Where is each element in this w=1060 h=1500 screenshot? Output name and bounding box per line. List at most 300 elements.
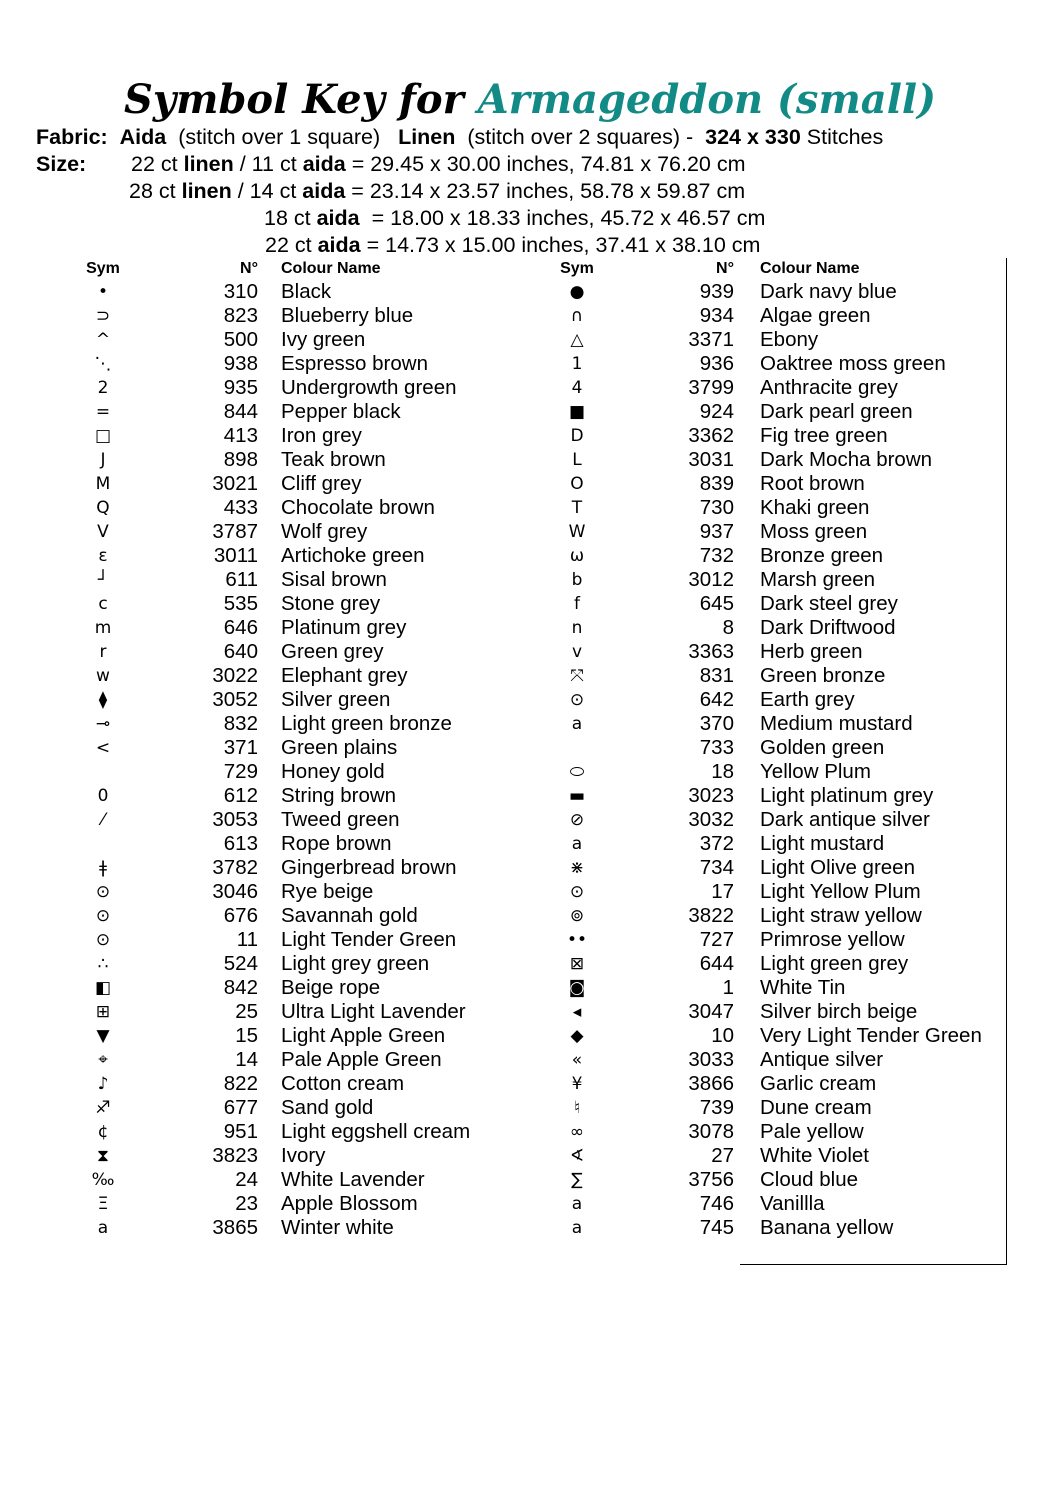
table-border-right xyxy=(1006,258,1007,1265)
colour-name: Primrose yellow xyxy=(760,928,905,951)
symbol: ● xyxy=(569,282,585,302)
colour-name: Undergrowth green xyxy=(281,376,457,399)
colour-name: Honey gold xyxy=(281,760,385,783)
colour-number: 645 xyxy=(699,592,734,615)
fabric-linen-note: (stitch over 2 squares) - xyxy=(467,125,694,149)
symbol: ◙ xyxy=(568,978,586,998)
colour-number: 3823 xyxy=(212,1144,258,1167)
symbol: J xyxy=(100,450,106,470)
symbol: a xyxy=(571,834,583,854)
symbol: O xyxy=(570,474,584,494)
colour-number: 3021 xyxy=(212,472,258,495)
table-row xyxy=(548,376,998,400)
colour-number: 433 xyxy=(223,496,258,519)
symbol: L xyxy=(572,450,582,470)
colour-name: Light Apple Green xyxy=(281,1024,446,1047)
symbol: f xyxy=(574,594,580,614)
table-row xyxy=(548,448,998,472)
colour-number: 934 xyxy=(699,304,734,327)
table-row xyxy=(74,328,494,352)
colour-number: 936 xyxy=(699,352,734,375)
symbol: ∢ xyxy=(569,1146,585,1166)
symbol: ⊚ xyxy=(569,906,585,926)
size-text: = 14.73 x 15.00 inches, 37.41 x 38.10 cm xyxy=(360,233,761,257)
table-row xyxy=(74,832,494,856)
table-row xyxy=(74,352,494,376)
colour-number: 844 xyxy=(223,400,258,423)
colour-number: 3799 xyxy=(688,376,734,399)
colour-number: 1 xyxy=(722,976,734,999)
colour-number: 535 xyxy=(223,592,258,615)
symbol: ǂ xyxy=(99,858,107,878)
size-fabric: aida xyxy=(302,179,346,203)
table-row xyxy=(74,304,494,328)
symbol: m xyxy=(94,618,112,638)
colour-number: 3787 xyxy=(212,520,258,543)
colour-name: Pale yellow xyxy=(760,1120,864,1143)
colour-number: 3023 xyxy=(688,784,734,807)
table-row xyxy=(548,904,998,928)
colour-name: Dune cream xyxy=(760,1096,872,1119)
fabric-aida-note: (stitch over 1 square) xyxy=(178,125,381,149)
symbol: ¥ xyxy=(571,1074,583,1094)
table-row xyxy=(548,592,998,616)
symbol: a xyxy=(571,1218,583,1238)
colour-number: 646 xyxy=(223,616,258,639)
title-pattern-name: Armageddon (small) xyxy=(477,76,937,123)
symbol: ⌖ xyxy=(98,1050,108,1070)
symbol: ε xyxy=(98,546,108,566)
colour-number: 3012 xyxy=(688,568,734,591)
colour-name: Dark Mocha brown xyxy=(760,448,933,471)
table-row xyxy=(74,760,494,784)
colour-name: Dark pearl green xyxy=(760,400,913,423)
colour-name: Silver green xyxy=(281,688,391,711)
colour-name: Pepper black xyxy=(281,400,401,423)
symbol: < xyxy=(95,738,111,758)
symbol: ⁄ xyxy=(101,810,105,830)
table-row xyxy=(548,328,998,352)
colour-number: 371 xyxy=(223,736,258,759)
colour-number: 3822 xyxy=(688,904,734,927)
colour-name: Moss green xyxy=(760,520,868,543)
table-row xyxy=(548,832,998,856)
colour-name: Green plains xyxy=(281,736,398,759)
colour-number: 3782 xyxy=(212,856,258,879)
size-text: 18 ct xyxy=(264,206,317,230)
colour-name: Light platinum grey xyxy=(760,784,934,807)
colour-number: 831 xyxy=(699,664,734,687)
colour-name: Sand gold xyxy=(281,1096,374,1119)
colour-name: Wolf grey xyxy=(281,520,368,543)
symbol: •• xyxy=(566,930,588,950)
table-row xyxy=(74,520,494,544)
table-row xyxy=(74,376,494,400)
colour-number: 939 xyxy=(699,280,734,303)
colour-name: Elephant grey xyxy=(281,664,408,687)
table-row xyxy=(74,856,494,880)
symbol: ⤧ xyxy=(570,666,584,686)
symbol-table-left xyxy=(74,258,494,1240)
size-text: = 23.14 x 23.57 inches, 58.78 x 59.87 cm xyxy=(345,179,746,203)
table-row xyxy=(548,1192,998,1216)
header-sym: Sym xyxy=(86,260,120,277)
colour-number: 937 xyxy=(699,520,734,543)
table-row xyxy=(548,1096,998,1120)
table-row xyxy=(548,616,998,640)
colour-number: 3047 xyxy=(688,1000,734,1023)
colour-name: Marsh green xyxy=(760,568,876,591)
colour-number: 3756 xyxy=(688,1168,734,1191)
table-row xyxy=(74,880,494,904)
table-row xyxy=(548,304,998,328)
colour-name: Very Light Tender Green xyxy=(760,1024,982,1047)
colour-number: 10 xyxy=(711,1024,734,1047)
symbol: ▬ xyxy=(568,786,586,806)
colour-name: Light eggshell cream xyxy=(281,1120,471,1143)
fabric-linen: Linen xyxy=(398,125,456,149)
table-row xyxy=(74,640,494,664)
colour-name: Rope brown xyxy=(281,832,392,855)
colour-name: Dark antique silver xyxy=(760,808,930,831)
table-row xyxy=(74,1144,494,1168)
symbol: ‰ xyxy=(91,1170,115,1190)
colour-number: 524 xyxy=(223,952,258,975)
table-row xyxy=(548,712,998,736)
header-sym: Sym xyxy=(560,260,594,277)
colour-name: Light grey green xyxy=(281,952,430,975)
colour-number: 3022 xyxy=(212,664,258,687)
symbol: ⧫ xyxy=(98,690,108,710)
colour-name: Pale Apple Green xyxy=(281,1048,442,1071)
symbol: □ xyxy=(94,426,112,446)
fabric-label: Fabric: xyxy=(36,125,108,149)
symbol: ⊙ xyxy=(95,930,111,950)
colour-number: 822 xyxy=(223,1072,258,1095)
symbol: ⋇ xyxy=(569,858,585,878)
table-row xyxy=(74,712,494,736)
table-row xyxy=(548,400,998,424)
colour-number: 739 xyxy=(699,1096,734,1119)
size-fabric: aida xyxy=(302,152,346,176)
colour-name: Stone grey xyxy=(281,592,381,615)
table-row xyxy=(548,808,998,832)
colour-name: Vanillla xyxy=(760,1192,825,1215)
header-colour-name: Colour Name xyxy=(281,260,381,277)
size-text: 22 ct xyxy=(265,233,318,257)
table-row xyxy=(548,520,998,544)
colour-number: 727 xyxy=(699,928,734,951)
symbol: ⊘ xyxy=(569,810,585,830)
colour-number: 613 xyxy=(223,832,258,855)
colour-number: 677 xyxy=(223,1096,258,1119)
colour-number: 8 xyxy=(722,616,734,639)
colour-number: 23 xyxy=(235,1192,258,1215)
size-line xyxy=(265,232,760,259)
colour-number: 500 xyxy=(223,328,258,351)
size-fabric: linen xyxy=(183,152,234,176)
symbol: ∩ xyxy=(570,306,584,326)
table-row xyxy=(548,568,998,592)
symbol: ♪ xyxy=(97,1074,109,1094)
colour-number: 729 xyxy=(223,760,258,783)
colour-name: String brown xyxy=(281,784,397,807)
symbol: Ξ xyxy=(97,1194,109,1214)
size-text: 22 ct xyxy=(131,152,184,176)
table-row xyxy=(548,1072,998,1096)
colour-name: Root brown xyxy=(760,472,865,495)
colour-name: Tweed green xyxy=(281,808,400,831)
colour-number: 3011 xyxy=(213,544,258,567)
table-row xyxy=(548,1000,998,1024)
symbol: « xyxy=(571,1050,583,1070)
table-row xyxy=(74,592,494,616)
table-row xyxy=(74,1120,494,1144)
fabric-stitches: Stitches xyxy=(806,125,884,149)
fabric-line xyxy=(36,124,883,151)
table-row xyxy=(548,280,998,304)
colour-number: 842 xyxy=(223,976,258,999)
colour-name: Light Tender Green xyxy=(281,928,457,951)
size-text: / 14 ct xyxy=(231,179,303,203)
colour-number: 642 xyxy=(699,688,734,711)
table-row xyxy=(74,1072,494,1096)
symbol: ⊸ xyxy=(95,714,111,734)
colour-name: Banana yellow xyxy=(760,1216,894,1239)
colour-number: 898 xyxy=(223,448,258,471)
table-row xyxy=(74,568,494,592)
symbol: ⧗ xyxy=(97,1146,109,1166)
page-title xyxy=(0,72,1060,128)
symbol: ┘ xyxy=(97,570,109,590)
colour-name: Dark navy blue xyxy=(760,280,897,303)
colour-name: White Tin xyxy=(760,976,846,999)
colour-name: Fig tree green xyxy=(760,424,888,447)
symbol: ∞ xyxy=(569,1122,585,1142)
size-text: / 11 ct xyxy=(233,152,303,176)
symbol: 1 xyxy=(571,354,583,374)
size-label: Size: xyxy=(36,152,87,176)
symbol: ◂ xyxy=(572,1002,582,1022)
table-row xyxy=(548,952,998,976)
symbol: a xyxy=(97,1218,109,1238)
rows-left xyxy=(74,280,494,1240)
symbol: V xyxy=(97,522,109,542)
symbol: D xyxy=(570,426,584,446)
table-row xyxy=(548,664,998,688)
symbol: ⊃ xyxy=(95,306,111,326)
colour-number: 3078 xyxy=(688,1120,734,1143)
symbol: ♮ xyxy=(573,1098,581,1118)
colour-name: Khaki green xyxy=(760,496,870,519)
symbol: T xyxy=(571,498,583,518)
colour-name: Anthracite grey xyxy=(760,376,898,399)
symbol: • xyxy=(97,282,109,302)
symbol: ♐ xyxy=(95,1098,111,1118)
colour-number: 745 xyxy=(699,1216,734,1239)
symbol: ■ xyxy=(568,402,586,422)
colour-name: Golden green xyxy=(760,736,885,759)
symbol: Q xyxy=(96,498,110,518)
colour-number: 3053 xyxy=(212,808,258,831)
colour-name: Light Yellow Plum xyxy=(760,880,921,903)
colour-number: 951 xyxy=(223,1120,258,1143)
colour-name: Gingerbread brown xyxy=(281,856,457,879)
symbol: ⊙ xyxy=(569,690,585,710)
size-text: = 18.00 x 18.33 inches, 45.72 x 46.57 cm xyxy=(359,206,766,230)
table-row xyxy=(548,472,998,496)
colour-number: 734 xyxy=(699,856,734,879)
table-row xyxy=(548,760,998,784)
colour-number: 3046 xyxy=(212,880,258,903)
symbol: ∑ xyxy=(571,1170,583,1190)
table-row xyxy=(548,544,998,568)
size-text: 28 ct xyxy=(129,179,182,203)
colour-number: 730 xyxy=(699,496,734,519)
symbol: w xyxy=(96,666,110,686)
colour-name: Dark Driftwood xyxy=(760,616,896,639)
symbol: ^ xyxy=(95,330,111,350)
table-row xyxy=(74,1096,494,1120)
size-line xyxy=(264,205,765,232)
table-row xyxy=(548,784,998,808)
symbol: △ xyxy=(570,330,584,350)
table-row xyxy=(74,280,494,304)
symbol: ◆ xyxy=(570,1026,584,1046)
colour-name: Earth grey xyxy=(760,688,855,711)
colour-number: 372 xyxy=(699,832,734,855)
table-row xyxy=(74,1000,494,1024)
table-row xyxy=(548,1168,998,1192)
colour-name: Light green bronze xyxy=(281,712,452,735)
colour-number: 3052 xyxy=(212,688,258,711)
symbol: ⬭ xyxy=(569,762,585,782)
colour-name: Cotton cream xyxy=(281,1072,405,1095)
colour-name: Ivy green xyxy=(281,328,366,351)
size-line xyxy=(131,151,746,178)
size-fabric: aida xyxy=(317,233,361,257)
header-colour-name: Colour Name xyxy=(760,260,860,277)
title-prefix: Symbol Key for xyxy=(123,76,464,123)
colour-name: Beige rope xyxy=(281,976,381,999)
table-row xyxy=(74,1024,494,1048)
colour-name: Apple Blossom xyxy=(281,1192,418,1215)
table-row xyxy=(74,496,494,520)
symbol: r xyxy=(99,642,107,662)
symbol: ▼ xyxy=(96,1026,110,1046)
table-row xyxy=(74,400,494,424)
colour-name: Light green grey xyxy=(760,952,909,975)
colour-name: Chocolate brown xyxy=(281,496,435,519)
table-row xyxy=(74,976,494,1000)
colour-number: 3033 xyxy=(688,1048,734,1071)
table-row xyxy=(74,784,494,808)
table-row xyxy=(548,1144,998,1168)
colour-number: 27 xyxy=(711,1144,734,1167)
colour-name: Light Olive green xyxy=(760,856,915,879)
symbol: c xyxy=(98,594,108,614)
colour-number: 746 xyxy=(699,1192,734,1215)
table-row xyxy=(548,1120,998,1144)
table-row xyxy=(548,424,998,448)
colour-number: 3032 xyxy=(688,808,734,831)
colour-name: Ebony xyxy=(760,328,819,351)
colour-number: 310 xyxy=(223,280,258,303)
colour-name: Oaktree moss green xyxy=(760,352,946,375)
colour-number: 938 xyxy=(223,352,258,375)
table-row xyxy=(548,880,998,904)
colour-number: 24 xyxy=(235,1168,258,1191)
table-row xyxy=(74,1216,494,1240)
colour-number: 3031 xyxy=(688,448,734,471)
table-row xyxy=(74,904,494,928)
table-row xyxy=(548,688,998,712)
colour-name: Ultra Light Lavender xyxy=(281,1000,466,1023)
colour-name: Yellow Plum xyxy=(760,760,871,783)
colour-number: 924 xyxy=(699,400,734,423)
size-line xyxy=(129,178,745,205)
colour-name: Espresso brown xyxy=(281,352,428,375)
size-text: = 29.45 x 30.00 inches, 74.81 x 76.20 cm xyxy=(345,152,746,176)
table-row xyxy=(74,448,494,472)
fabric-dims: 324 x 330 xyxy=(705,125,801,149)
colour-name: Winter white xyxy=(281,1216,394,1239)
colour-number: 644 xyxy=(699,952,734,975)
colour-number: 3865 xyxy=(212,1216,258,1239)
table-row xyxy=(74,952,494,976)
size-fabric: aida xyxy=(316,206,360,230)
colour-name: Artichoke green xyxy=(281,544,425,567)
symbol: ⊙ xyxy=(95,882,111,902)
colour-name: Garlic cream xyxy=(760,1072,877,1095)
colour-number: 611 xyxy=(225,568,258,591)
symbol: n xyxy=(571,618,583,638)
colour-name: Cliff grey xyxy=(281,472,362,495)
colour-number: 25 xyxy=(235,1000,258,1023)
symbol: 0 xyxy=(97,786,109,806)
symbol: ◧ xyxy=(94,978,112,998)
symbol: W xyxy=(568,522,586,542)
colour-name: Light straw yellow xyxy=(760,904,922,927)
colour-name: Silver birch beige xyxy=(760,1000,918,1023)
colour-name: White Lavender xyxy=(281,1168,425,1191)
colour-name: Dark steel grey xyxy=(760,592,898,615)
colour-name: Light mustard xyxy=(760,832,885,855)
fabric-aida: Aida xyxy=(119,125,167,149)
colour-number: 832 xyxy=(223,712,258,735)
table-row xyxy=(74,424,494,448)
table-row xyxy=(74,1048,494,1072)
colour-number: 733 xyxy=(699,736,734,759)
colour-name: Herb green xyxy=(760,640,863,663)
colour-name: Iron grey xyxy=(281,424,362,447)
table-row xyxy=(74,1168,494,1192)
table-row xyxy=(74,688,494,712)
colour-name: Algae green xyxy=(760,304,871,327)
symbol: a xyxy=(571,714,583,734)
colour-number: 640 xyxy=(223,640,258,663)
table-row xyxy=(74,616,494,640)
symbol: 4 xyxy=(571,378,583,398)
symbol: ∴ xyxy=(97,954,109,974)
table-row xyxy=(74,808,494,832)
table-row xyxy=(548,352,998,376)
colour-number: 676 xyxy=(223,904,258,927)
symbol: ⋱ xyxy=(94,354,112,374)
symbol: = xyxy=(95,402,111,422)
colour-name: Sisal brown xyxy=(281,568,387,591)
colour-number: 15 xyxy=(235,1024,258,1047)
